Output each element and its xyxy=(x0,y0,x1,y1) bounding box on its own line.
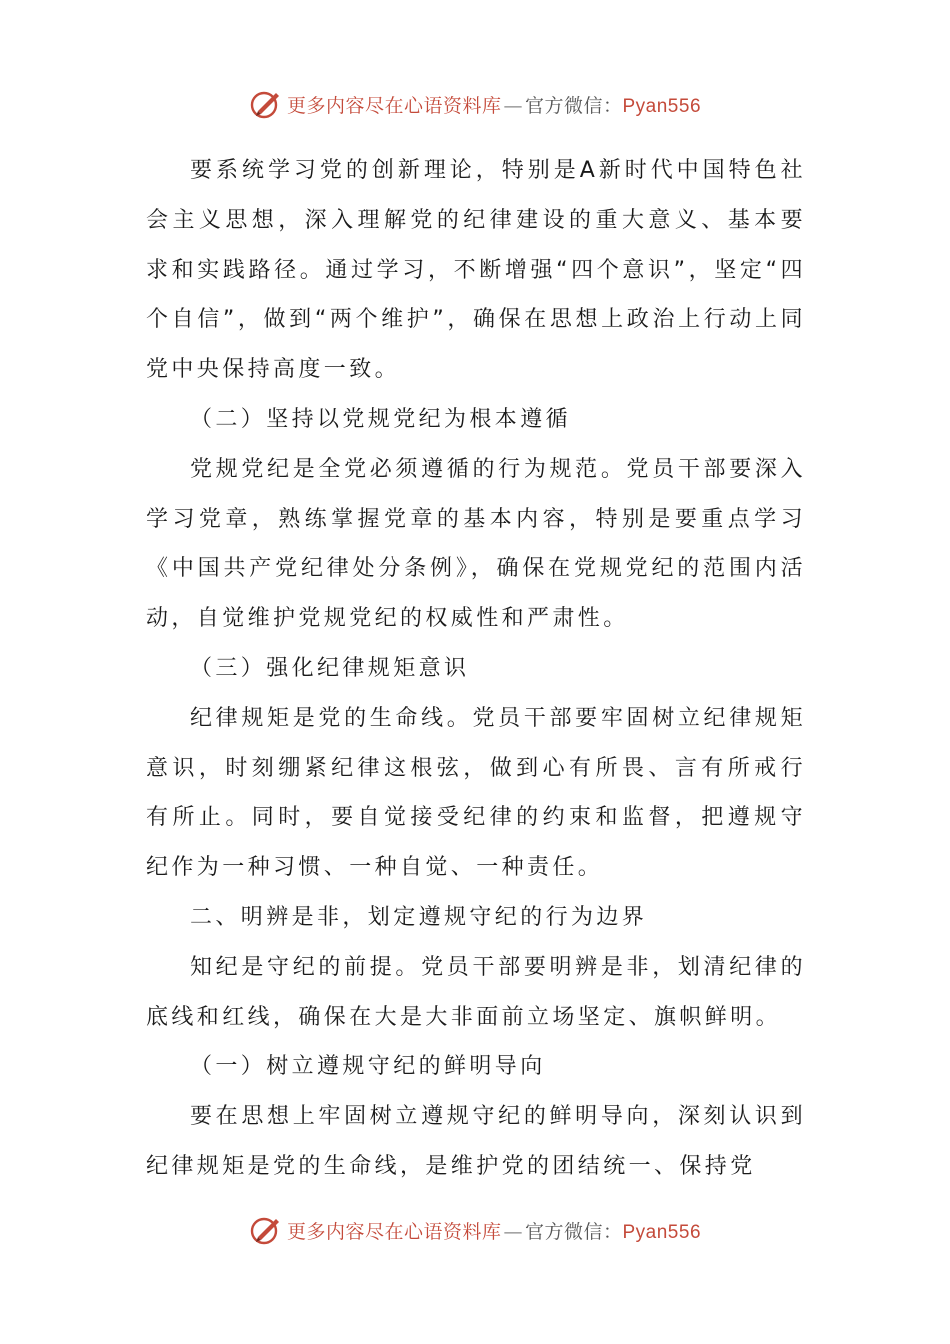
section-heading: （二）坚持以党规党纪为根本遵循 xyxy=(190,406,572,432)
document-body xyxy=(146,146,806,1192)
watermark-site: 更多内容尽在心语资料库 xyxy=(286,1220,502,1243)
watermark-site: 更多内容尽在心语资料库 xyxy=(286,94,502,117)
paragraph: 党规党纪是全党必须遵循的行为规范。党员干部要深入学习党章，熟练掌握党章的基本内容，特别是要重点学习《中国共产党纪律处分条例》，确保在党规党纪的范围内活动，自觉维护党规党纪的权威性和严肃性。 xyxy=(146,456,806,632)
watermark-id: Pyan556 xyxy=(622,1221,702,1243)
pen-logo-icon xyxy=(249,87,283,121)
header-watermark xyxy=(0,84,950,124)
section-heading: （三）强化纪律规矩意识 xyxy=(190,655,470,681)
paragraph: 要系统学习党的创新理论，特别是A新时代中国特色社会主义思想，深入理解党的纪律建设的重大意义、基本要求和实践路径。通过学习，不断增强“四个意识”，坚定“四个自信”，做到“两个维护”，确保在思想上政治上行动上同党中央保持高度一致。 xyxy=(146,158,806,383)
footer-watermark xyxy=(0,1210,950,1250)
pen-logo-icon xyxy=(249,1213,283,1247)
paragraph: 知纪是守纪的前提。党员干部要明辨是非，划清纪律的底线和红线，确保在大是大非面前立场坚定、旗帜鲜明。 xyxy=(146,954,806,1030)
watermark-dash: — xyxy=(503,94,523,117)
paragraph: 纪律规矩是党的生命线。党员干部要牢固树立纪律规矩意识，时刻绷紧纪律这根弦，做到心有所畏、言有所戒行有所止。同时，要自觉接受纪律的约束和监督，把遵规守纪作为一种习惯、一种自觉、一种责任。 xyxy=(146,705,806,881)
section-heading: （一）树立遵规守纪的鲜明导向 xyxy=(190,1054,546,1080)
watermark-line xyxy=(287,1217,701,1244)
watermark-label: 官方微信： xyxy=(524,94,623,117)
section-heading: 二、明辨是非，划定遵规守纪的行为边界 xyxy=(190,904,648,930)
watermark-dash: — xyxy=(503,1220,523,1243)
watermark-label: 官方微信： xyxy=(524,1220,623,1243)
watermark-line xyxy=(287,91,701,118)
paragraph: 要在思想上牢固树立遵规守纪的鲜明导向，深刻认识到纪律规矩是党的生命线，是维护党的团结统一、保持党 xyxy=(146,1104,806,1179)
watermark-id: Pyan556 xyxy=(622,95,702,117)
